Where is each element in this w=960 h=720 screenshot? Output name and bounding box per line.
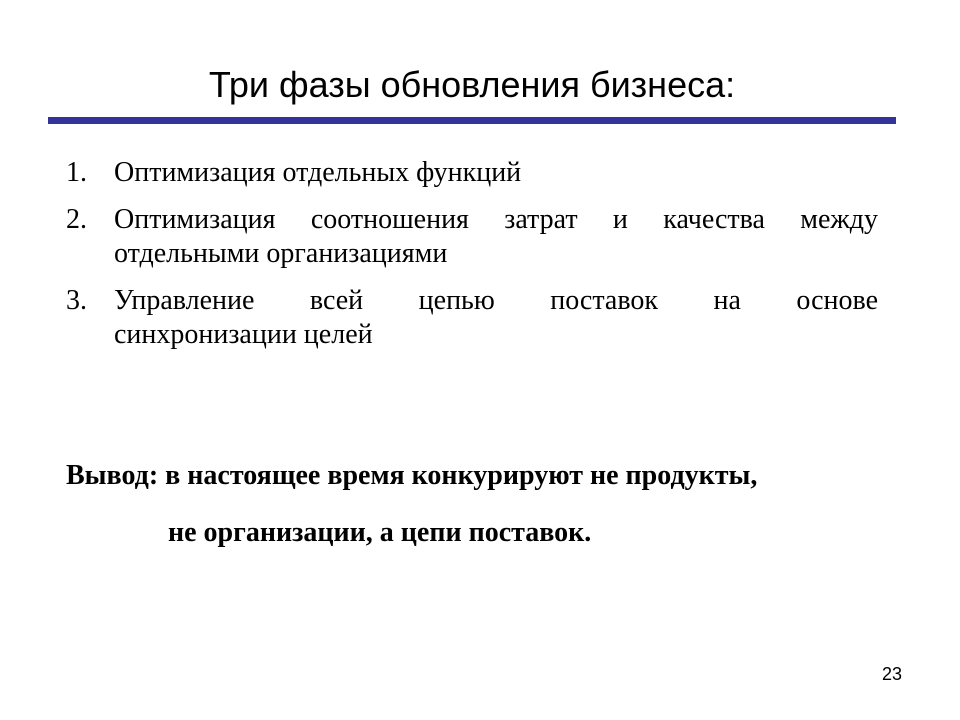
list-item-number: 3. <box>66 285 87 316</box>
list-item-line: отдельными организациями <box>114 238 448 269</box>
conclusion-line-2: не организации, а цепи поставок. <box>168 517 592 548</box>
slide-title: Три фазы обновления бизнеса: <box>208 64 736 105</box>
list-item <box>66 284 878 352</box>
title-underline <box>48 117 896 124</box>
list-item-line: синхронизации целей <box>114 319 373 350</box>
list-item-line: Управление всей цепью поставок на основе <box>114 285 878 316</box>
list-item-text <box>114 203 878 271</box>
list-item-number: 1. <box>66 157 87 188</box>
list-item <box>66 203 878 271</box>
list-item-number: 2. <box>66 204 87 235</box>
list-item <box>66 156 878 190</box>
list-item-line: Оптимизация соотношения затрат и качества между <box>114 204 878 235</box>
list-item-text <box>114 284 878 352</box>
slide-number: 23 <box>881 664 902 684</box>
list-item-text: Оптимизация отдельных функций <box>114 157 522 188</box>
conclusion <box>66 452 896 566</box>
conclusion-line-1: Вывод: в настоящее время конкурируют не продукты, <box>66 460 758 491</box>
phase-list <box>66 156 878 365</box>
